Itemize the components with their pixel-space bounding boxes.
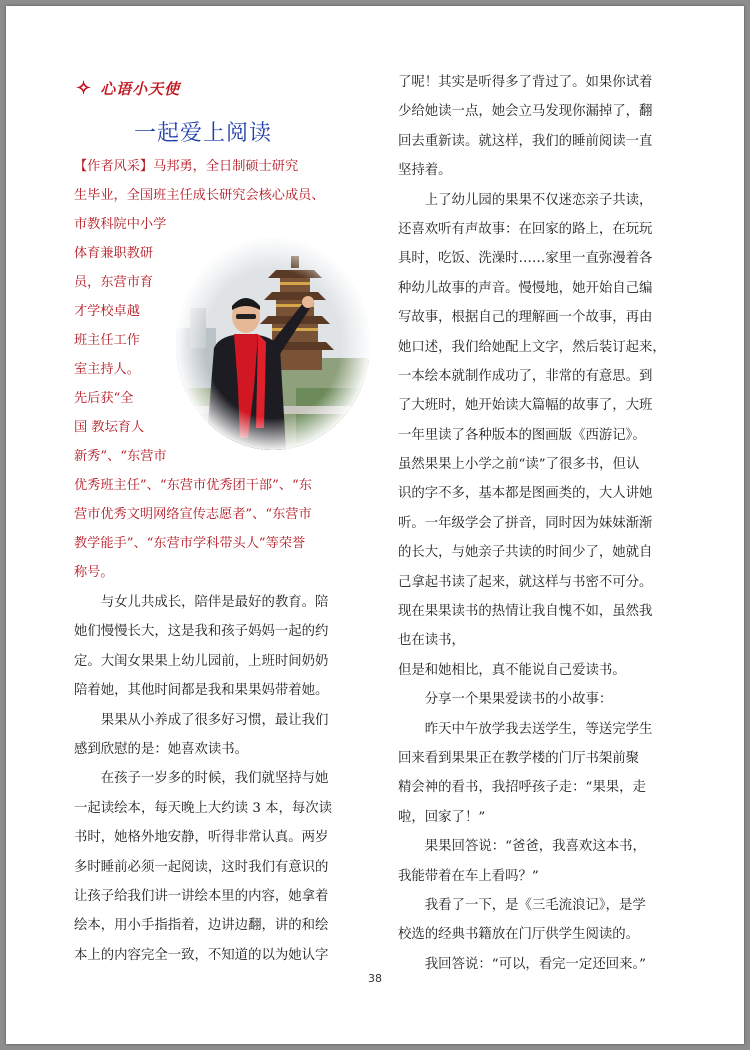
bio-line: 优秀班主任”、“东营市优秀团干部”、“东 [74,478,312,493]
bio-line: 班主任工作 [74,333,140,348]
paragraph-line: 识的字不多，基本都是图画类的，大人讲她 [398,486,653,502]
paragraph-line: 感到欣慰的是：她喜欢读书。 [74,741,249,757]
paragraph-line: 还喜欢听有声故事：在回家的路上，在玩玩 [398,221,653,237]
paragraph-line: 写故事，根据自己的理解画一个故事，再由 [398,310,653,326]
paragraph-line: 一年里读了各种版本的图画版《西游记》。 [398,427,646,443]
bio-line: 【作者风采】马邦勇，全日制硕士研究 [74,159,299,174]
paragraph-line: 她口述，我们给她配上文字，然后装订起来， [398,339,666,355]
star-icon: ✧ [76,77,93,99]
paragraph-line: 现在果果读书的热情让我自愧不如，虽然我 [398,604,653,620]
paragraph-line: 回来看到果果正在教学楼的门厅书架前聚 [398,750,640,766]
bio-line: 新秀”、“东营市 [74,449,167,464]
paragraph-line: 也在读书， [398,633,465,649]
paragraph-line: 了大班时，她开始读大篇幅的故事了，大班 [398,398,653,414]
bio-line: 生毕业，全国班主任成长研究会核心成员、 [74,188,325,203]
paragraph-line: 分享一个果果爱读书的小故事： [398,692,613,708]
bio-line: 市教科院中小学 [74,217,167,232]
paragraph-line: 我能带着在车上看吗？” [398,868,539,884]
paragraph-line: 我看了一下，是《三毛流浪记》，是学 [398,897,646,913]
paragraph-line: 让孩子给我们讲一讲绘本里的内容，她拿着 [74,888,329,904]
bio-line: 先后获“全 [74,391,134,406]
paragraph-line: 与女儿共成长，陪伴是最好的教育。陪 [74,595,329,610]
bio-line: 体育兼职教研 [74,246,154,261]
article-title: 一起爱上阅读 [134,121,273,146]
paragraph-line: 本上的内容完全一致，不知道的以为她认字 [74,947,329,963]
paragraph-line: 绘本，用小手指指着，边讲边翻，讲的和绘 [74,918,329,934]
paragraph-line: 多时睡前必须一起阅读，这时我们有意识的 [74,859,329,875]
paragraph-line: 果果回答说：“爸爸，我喜欢这本书， [398,839,646,855]
right-column-text [398,68,692,979]
page-number: 38 [368,972,382,985]
paragraph-line: 了呢！其实是听得多了背过了。如果你试着 [398,75,653,90]
paragraph-line: 校选的经典书籍放在门厅供学生阅读的。 [398,927,640,943]
paragraph-line: 上了幼儿园的果果不仅迷恋亲子共读， [398,192,653,208]
paragraph-line: 我回答说：“可以，看完一定还回来。” [398,956,647,972]
paragraph-line: 昨天中午放学我去送学生，等送完学生 [398,721,653,737]
left-column-text [74,588,366,970]
paragraph-line: 在孩子一岁多的时候，我们就坚持与她 [74,771,329,787]
paragraph-line: 具时，吃饭、洗澡时……家里一直弥漫着各 [398,251,653,267]
paragraph-line: 一本绘本就制作成功了，非常的有意思。到 [398,368,653,384]
bio-line: 员，东营市育 [74,275,154,290]
paragraph-line: 己拿起书读了起来，就这样与书密不可分。 [398,574,653,590]
bio-line: 室主持人。 [74,362,140,377]
paragraph-line: 定。大闺女果果上幼儿园前，上班时间奶奶 [74,653,329,669]
paragraph-line: 种幼儿故事的声音。慢慢地，她开始自己编 [398,280,653,296]
magazine-page [6,6,744,1044]
paragraph-line: 听。一年级学会了拼音，同时因为妹妹渐渐 [398,515,653,531]
section-label: 心语小天使 [100,79,181,98]
paragraph-line: 她们慢慢长大，这是我和孩子妈妈一起的约 [74,624,329,640]
bio-line: 才学校卓越 [74,304,140,319]
bio-line: 营市优秀文明网络宣传志愿者”、“东营市 [74,507,312,522]
bio-line: 教学能手”、“东营市学科带头人”等荣誉 [74,536,306,551]
paragraph-line: 精会神的看书，我招呼孩子走：“果果，走 [398,780,646,796]
paragraph-line: 少给她读一点，她会立马发现你漏掉了，翻 [398,104,653,120]
paragraph-line: 的长大，与她亲子共读的时间少了，她就自 [398,545,653,561]
paragraph-line: 坚持着。 [398,163,452,179]
bio-line: 称号。 [74,565,114,580]
author-photo-icon [176,238,370,450]
section-header [76,78,180,98]
paragraph-line: 果果从小养成了很多好习惯，最让我们 [74,712,329,728]
bio-line: 国 教坛育人 [74,420,145,435]
paragraph-line: 啦，回家了！” [398,809,486,825]
paragraph-line: 书时，她格外地安静，听得非常认真。两岁 [74,830,329,846]
paragraph-line: 一起读绘本，每天晚上大约读 3 本，每次读 [74,800,333,816]
paragraph-line: 陪着她，其他时间都是我和果果妈带着她。 [74,683,329,699]
paragraph-line: 回去重新读。就这样，我们的睡前阅读一直 [398,133,653,149]
paragraph-line: 虽然果果上小学之前“读”了很多书，但认 [398,457,640,473]
paragraph-line: 但是和她相比，真不能说自己爱读书。 [398,662,626,678]
